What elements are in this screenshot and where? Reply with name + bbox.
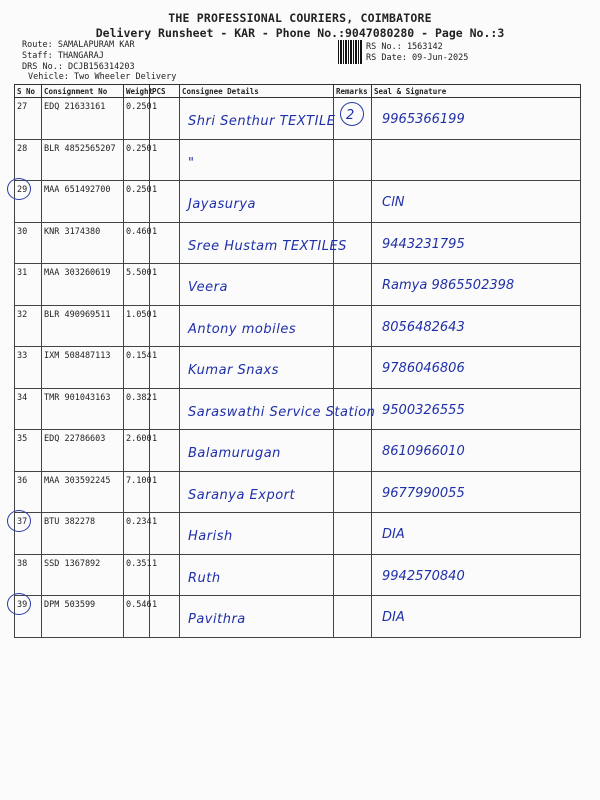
table-row xyxy=(15,181,581,223)
row-consignee-handwriting: Veera xyxy=(188,280,228,295)
row-consignee-cell xyxy=(180,347,334,389)
row-weight: 0.460 xyxy=(124,222,150,264)
row-sno: 39 xyxy=(15,596,42,638)
row-consignment-no: KNR 3174380 xyxy=(42,222,124,264)
row-signature-handwriting: 8056482643 xyxy=(382,319,465,335)
row-pcs: 1 xyxy=(150,181,180,223)
row-remarks-cell xyxy=(334,305,372,347)
row-consignee-cell xyxy=(180,181,334,223)
row-pcs: 1 xyxy=(150,430,180,472)
row-pcs: 1 xyxy=(150,596,180,638)
row-signature-handwriting: DIA xyxy=(382,610,405,625)
row-sno: 32 xyxy=(15,305,42,347)
row-weight: 2.600 xyxy=(124,430,150,472)
row-pcs: 1 xyxy=(150,513,180,555)
barcode-image xyxy=(338,40,362,64)
remarks-circle-mark xyxy=(340,102,364,126)
row-consignee-handwriting: Balamurugan xyxy=(188,446,281,461)
row-sno: 33 xyxy=(15,347,42,389)
table-row xyxy=(15,388,581,430)
row-pcs: 1 xyxy=(150,222,180,264)
row-remarks-cell xyxy=(334,596,372,638)
row-consignee-handwriting: Saranya Export xyxy=(188,487,296,503)
row-remarks-cell xyxy=(334,554,372,596)
row-remarks-cell xyxy=(334,222,372,264)
row-signature-cell xyxy=(372,513,581,555)
row-weight: 0.382 xyxy=(124,388,150,430)
row-consignee-handwriting: Kumar Snaxs xyxy=(188,363,279,378)
row-consignment-no: BLR 4852565207 xyxy=(42,139,124,181)
table-row xyxy=(15,471,581,513)
row-consignment-no: SSD 1367892 xyxy=(42,554,124,596)
row-pcs: 1 xyxy=(150,388,180,430)
row-pcs: 1 xyxy=(150,347,180,389)
row-weight: 0.234 xyxy=(124,513,150,555)
row-consignee-cell xyxy=(180,430,334,472)
col-sno: S No xyxy=(15,85,42,98)
rs-number: RS No.: 1563142 xyxy=(366,42,443,52)
col-consignment: Consignment No xyxy=(42,85,124,98)
table-row xyxy=(15,98,581,140)
row-sno: 31 xyxy=(15,264,42,306)
row-consignee-handwriting: Saraswathi Service Station xyxy=(188,404,376,420)
row-signature-cell xyxy=(372,139,581,181)
row-consignee-handwriting: Sree Hustam TEXTILES xyxy=(188,238,347,254)
row-consignee-cell xyxy=(180,471,334,513)
row-sno: 30 xyxy=(15,222,42,264)
row-pcs: 1 xyxy=(150,471,180,513)
row-pcs: 1 xyxy=(150,554,180,596)
table-row xyxy=(15,596,581,638)
row-pcs: 1 xyxy=(150,139,180,181)
row-consignee-cell xyxy=(180,98,334,140)
row-consignee-cell xyxy=(180,554,334,596)
row-sno: 34 xyxy=(15,388,42,430)
row-consignee-cell xyxy=(180,513,334,555)
row-pcs: 1 xyxy=(150,264,180,306)
row-sno: 38 xyxy=(15,554,42,596)
row-sno: 36 xyxy=(15,471,42,513)
row-consignee-cell xyxy=(180,305,334,347)
row-pcs: 1 xyxy=(150,98,180,140)
col-remarks: Remarks xyxy=(334,85,372,98)
table-row xyxy=(15,554,581,596)
row-signature-cell xyxy=(372,305,581,347)
vehicle-label: Vehicle: Two Wheeler Delivery xyxy=(28,72,177,82)
row-weight: 1.050 xyxy=(124,305,150,347)
row-remarks-cell xyxy=(334,347,372,389)
row-signature-handwriting: 9965366199 xyxy=(382,112,465,127)
row-remarks-cell xyxy=(334,181,372,223)
row-remarks-cell xyxy=(334,430,372,472)
row-consignment-no: IXM 508487113 xyxy=(42,347,124,389)
row-consignment-no: EDQ 22786603 xyxy=(42,430,124,472)
row-consignee-cell xyxy=(180,139,334,181)
row-pcs: 1 xyxy=(150,305,180,347)
row-remarks-cell xyxy=(334,471,372,513)
row-weight: 5.500 xyxy=(124,264,150,306)
row-signature-handwriting: 8610966010 xyxy=(382,444,465,459)
row-sno: 27 xyxy=(15,98,42,140)
company-title: THE PROFESSIONAL COURIERS, COIMBATORE xyxy=(168,11,432,25)
runsheet-title: Delivery Runsheet - KAR - Phone No.:9047080280 - Page No.:3 xyxy=(95,26,505,40)
table-header-row xyxy=(15,85,581,98)
row-signature-cell xyxy=(372,388,581,430)
row-signature-handwriting: 9942570840 xyxy=(382,568,465,584)
row-remarks-cell xyxy=(334,139,372,181)
row-signature-cell xyxy=(372,596,581,638)
row-consignee-handwriting: " xyxy=(188,155,195,171)
row-consignment-no: DPM 503599 xyxy=(42,596,124,638)
row-consignment-no: MAA 303592245 xyxy=(42,471,124,513)
row-consignee-cell xyxy=(180,596,334,638)
row-consignment-no: TMR 901043163 xyxy=(42,388,124,430)
col-weight: Weight xyxy=(124,85,150,98)
row-consignment-no: BLR 490969511 xyxy=(42,305,124,347)
row-signature-cell xyxy=(372,264,581,306)
row-remarks-handwriting: 2 xyxy=(346,108,355,123)
row-weight: 0.250 xyxy=(124,181,150,223)
table-row xyxy=(15,513,581,555)
col-consignee: Consignee Details xyxy=(180,85,334,98)
row-signature-cell xyxy=(372,554,581,596)
route-label: Route: SAMALAPURAM KAR xyxy=(22,40,135,50)
row-consignment-no: MAA 651492700 xyxy=(42,181,124,223)
row-consignee-handwriting: Pavithra xyxy=(188,612,246,627)
sno-circle-mark xyxy=(7,178,31,200)
row-consignee-cell xyxy=(180,388,376,430)
row-sno: 29 xyxy=(15,181,42,223)
row-weight: 0.351 xyxy=(124,554,150,596)
table-row xyxy=(15,305,581,347)
row-signature-cell xyxy=(372,347,581,389)
row-sno: 28 xyxy=(15,139,42,181)
row-consignee-handwriting: Antony mobiles xyxy=(188,321,297,337)
row-weight: 0.546 xyxy=(124,596,150,638)
row-remarks-cell xyxy=(334,264,372,306)
row-weight: 0.250 xyxy=(124,139,150,181)
row-consignee-handwriting: Harish xyxy=(188,529,233,544)
row-consignee-cell xyxy=(180,264,334,306)
row-weight: 0.154 xyxy=(124,347,150,389)
row-sno: 37 xyxy=(15,513,42,555)
row-weight: 7.100 xyxy=(124,471,150,513)
row-remarks-cell xyxy=(334,98,372,140)
table-row xyxy=(15,264,581,306)
table-row xyxy=(15,222,581,264)
table-row xyxy=(15,139,581,181)
col-signature: Seal & Signature xyxy=(372,85,581,98)
staff-label: Staff: THANGARAJ xyxy=(22,51,104,61)
row-consignee-handwriting: Ruth xyxy=(188,570,221,586)
row-signature-handwriting: 9786046806 xyxy=(382,361,465,376)
row-remarks-cell xyxy=(334,388,372,430)
row-consignee-handwriting: Shri Senthur TEXTILE xyxy=(188,114,336,129)
row-signature-handwriting: 9677990055 xyxy=(382,485,465,501)
row-signature-handwriting: 9443231795 xyxy=(382,236,465,252)
row-consignee-cell xyxy=(180,222,347,264)
sno-circle-mark xyxy=(7,510,31,532)
row-consignment-no: MAA 303260619 xyxy=(42,264,124,306)
sno-circle-mark xyxy=(7,593,31,615)
row-signature-handwriting: 9500326555 xyxy=(382,402,465,418)
row-signature-cell xyxy=(372,181,581,223)
row-signature-cell xyxy=(372,471,581,513)
row-signature-cell xyxy=(372,430,581,472)
row-consignment-no: BTU 382278 xyxy=(42,513,124,555)
col-pcs: PCS xyxy=(150,85,180,98)
rs-date: RS Date: 09-Jun-2025 xyxy=(366,53,469,63)
row-remarks-cell xyxy=(334,513,372,555)
row-signature-handwriting: Ramya 9865502398 xyxy=(382,278,515,293)
row-signature-cell xyxy=(372,222,581,264)
row-signature-handwriting: ClN xyxy=(382,195,405,210)
row-weight: 0.250 xyxy=(124,98,150,140)
row-consignee-handwriting: Jayasurya xyxy=(188,197,256,212)
row-consignment-no: EDQ 21633161 xyxy=(42,98,124,140)
row-sno: 35 xyxy=(15,430,42,472)
table-row xyxy=(15,347,581,389)
row-signature-cell xyxy=(372,98,581,140)
table-row xyxy=(15,430,581,472)
row-signature-handwriting: DIA xyxy=(382,527,405,542)
runsheet-table xyxy=(14,84,581,638)
drs-label: DRS No.: DCJB156314203 xyxy=(22,62,135,72)
